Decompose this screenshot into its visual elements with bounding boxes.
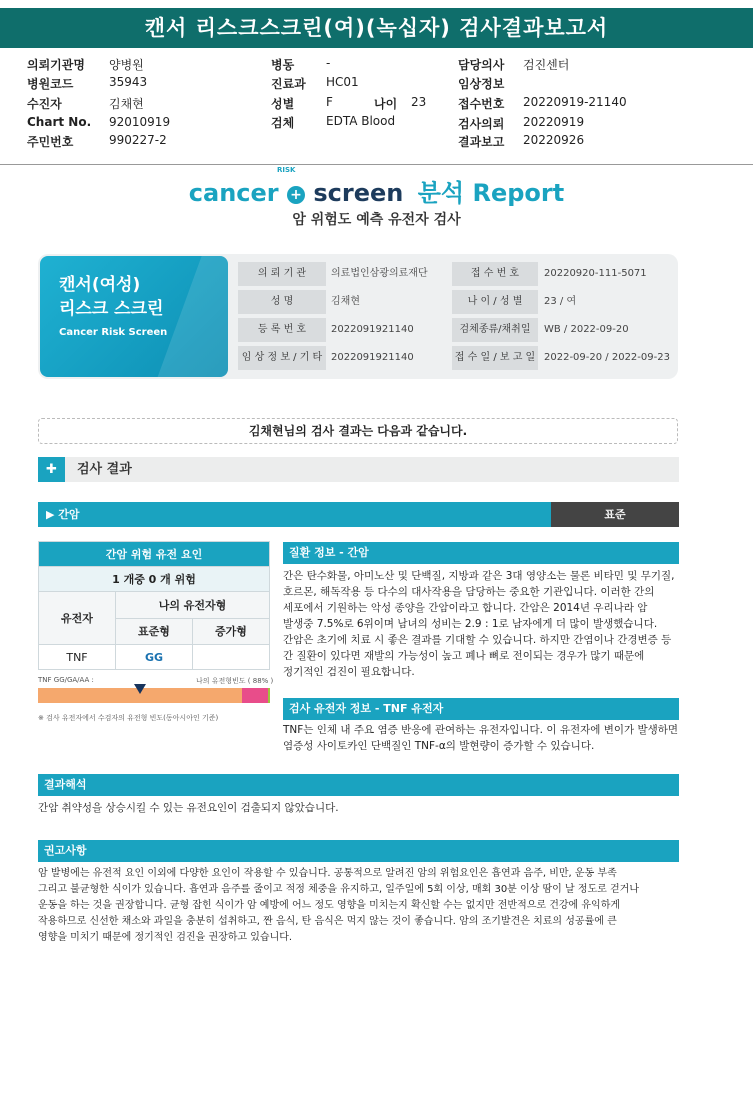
info-label: 임 상 정 보 / 기 타 <box>238 346 326 370</box>
text-line: 발생중 7.5%로 6위이며 남녀의 성비는 2.9 : 1로 남자에게 더 많이 발생했습니다. <box>283 618 658 630</box>
gene-table-summary: 1 개중 0 개 위험 <box>39 567 270 592</box>
recommendation-text <box>38 866 679 946</box>
text-line: 세포에서 기원하는 악성 종양을 간암이라고 합니다. 간암은 2014년 우리나라 암 <box>283 602 648 614</box>
meta-label: 접수번호 <box>458 97 505 111</box>
meta-label: 의뢰기관명 <box>27 58 85 72</box>
meta-value: 990227-2 <box>109 133 167 147</box>
badge-line1: 캔서(여성) <box>59 275 141 295</box>
meta-label: 수진자 <box>27 97 62 111</box>
text-line: 간 질환이 있다면 재발의 가능성이 높고 폐나 뼈로 전이되는 경우가 많기 때문에 <box>283 650 645 662</box>
text-line: 염증성 사이토카인 단백질인 TNF-α의 발현량이 증가할 수 있습니다. <box>283 740 595 752</box>
text-line: 영향을 미치기 때문에 정기적인 검진을 권장하고 있습니다. <box>38 932 293 943</box>
age-value: 23 <box>411 95 427 109</box>
brand-logo <box>0 173 753 208</box>
disease-info-text <box>283 568 683 680</box>
meta-value: 검진센터 <box>523 58 570 72</box>
meta-label: 병동 <box>271 58 295 72</box>
gene-info-text <box>283 722 683 754</box>
gene-header: 유전자 <box>39 592 116 645</box>
text-line: 정기적인 검진이 필요합니다. <box>283 666 415 678</box>
frequency-marker <box>134 684 146 694</box>
frequency-segment-ga <box>242 688 268 703</box>
info-value: 김채현 <box>331 296 360 307</box>
disease-info-title: 질환 정보 - 간암 <box>289 546 369 559</box>
meta-value: - <box>326 56 331 70</box>
info-value: 2022-09-20 / 2022-09-23 <box>544 352 670 363</box>
meta-label: 진료과 <box>271 77 306 91</box>
brand-cancer: cancer <box>188 179 279 207</box>
info-label: 접 수 일 / 보 고 일 <box>452 346 538 370</box>
frequency-value-label: 나의 유전형빈도 ( 88% ) <box>196 677 274 685</box>
section-header <box>38 457 679 482</box>
text-line: 작용하므로 신선한 채소와 과일을 충분히 섭취하고, 짠 음식, 탄 음식은 먹지 않는 것이 좋습니다. 암의 조기발견은 치료의 성공률에 큰 <box>38 916 617 927</box>
increase-genotype <box>193 645 270 670</box>
frequency-note: ※ 검사 유전자에서 수검자의 유전형 빈도(동아시아인 기준) <box>38 714 219 722</box>
meta-label: 성별 <box>271 97 295 111</box>
recommendation-header <box>38 840 679 862</box>
meta-label: 검사의뢰 <box>458 117 505 131</box>
product-badge <box>40 256 228 377</box>
gene-info-header <box>283 698 679 720</box>
info-label: 나 이 / 성 별 <box>452 290 538 314</box>
meta-label: 병원코드 <box>27 77 74 91</box>
text-line: 그리고 불균형한 식이가 있습니다. 흡연과 음주를 줄이고 적정 체중을 유지하고, 일주일에 5회 이상, 매회 30분 이상 땀이 날 정도로 걷거나 <box>38 884 639 895</box>
meta-value: 김채현 <box>109 97 144 111</box>
organ-name: ▶ 간암 <box>46 508 80 521</box>
text-line: TNF는 인체 내 주요 염증 반응에 관여하는 유전자입니다. 이 유전자에 변이가 발생하면 <box>283 724 679 736</box>
interpretation-text: 간암 취약성을 상승시킬 수 있는 유전요인이 검출되지 않았습니다. <box>38 802 339 814</box>
gene-name: TNF <box>39 645 116 670</box>
interpretation-title: 결과해석 <box>44 778 87 791</box>
brand-report: 분석 Report <box>417 179 565 207</box>
meta-value: 20220919 <box>523 115 585 129</box>
meta-label: 주민번호 <box>27 135 74 149</box>
organ-bar <box>38 502 551 527</box>
info-label: 접 수 번 호 <box>452 262 538 286</box>
recommendation-title: 권고사항 <box>44 844 87 857</box>
standard-header: 표준형 <box>116 618 193 645</box>
meta-label: 담당의사 <box>458 58 505 72</box>
info-label: 의 뢰 기 관 <box>238 262 326 286</box>
standard-genotype: GG <box>116 645 193 670</box>
meta-label: 결과보고 <box>458 135 505 149</box>
risk-mark: RISK <box>277 166 296 174</box>
brand-screen: screen <box>313 179 404 207</box>
status-badge: 표준 <box>551 502 679 527</box>
meta-value: 35943 <box>109 75 148 89</box>
info-label: 성 명 <box>238 290 326 314</box>
meta-value: 20220919-21140 <box>523 95 627 109</box>
meta-label: Chart No. <box>27 115 92 129</box>
meta-value: 20220926 <box>523 133 585 147</box>
section-title: 검사 결과 <box>77 462 132 477</box>
info-value: 2022091921140 <box>331 324 414 335</box>
info-value: 23 / 여 <box>544 296 577 307</box>
meta-value: 양병원 <box>109 58 144 72</box>
info-value: 20220920-111-5071 <box>544 268 647 279</box>
info-value: 의료법인삼광의료재단 <box>331 268 428 279</box>
disease-info-header <box>283 542 679 564</box>
increase-header: 증가형 <box>193 618 270 645</box>
badge-title <box>59 273 163 321</box>
text-line: 간은 탄수화물, 아미노산 및 단백질, 지방과 같은 3대 영양소는 물론 비타민 및 무기질, <box>283 570 675 582</box>
text-line: 간암은 초기에 치료 시 좋은 결과를 기대할 수 있습니다. 하지만 간염이나 간경변증 등 <box>283 634 672 646</box>
text-line: 운동을 하는 것을 권장합니다. 균형 잡힌 식이가 암 예방에 어느 정도 영향을 미치는지 확신할 수는 없지만 전반적으로 건강에 유익하게 <box>38 900 621 911</box>
badge-line2: 리스크 스크린 <box>59 299 164 319</box>
report-title: 캔서 리스크스크린(여)(녹십자) 검사결과보고서 <box>0 8 753 48</box>
meta-value: HC01 <box>326 75 359 89</box>
plus-circle-icon: + <box>287 186 305 204</box>
gene-table-title: 간암 위험 유전 요인 <box>39 542 270 567</box>
frequency-label: TNF GG/GA/AA : <box>38 676 94 684</box>
meta-value: F <box>326 95 333 109</box>
badge-english: Cancer Risk Screen <box>59 327 168 338</box>
meta-value: 92010919 <box>109 115 171 129</box>
frequency-bar <box>38 688 270 703</box>
info-label: 등 록 번 호 <box>238 318 326 342</box>
gene-table <box>38 541 270 670</box>
info-value: 2022091921140 <box>331 352 414 363</box>
header-divider <box>0 164 753 165</box>
meta-label: 임상정보 <box>458 77 505 91</box>
text-line: 암 발병에는 유전적 요인 이외에 다양한 요인이 작용할 수 있습니다. 공통적으로 알려진 암의 위험요인은 흡연과 음주, 비만, 운동 부족 <box>38 868 617 879</box>
meta-label: 검체 <box>271 116 295 130</box>
interpretation-header <box>38 774 679 796</box>
my-genotype-header: 나의 유전자형 <box>116 592 270 619</box>
page-subtitle: 암 위험도 예측 유전자 검사 <box>292 212 461 228</box>
info-value: WB / 2022-09-20 <box>544 324 629 335</box>
meta-value: EDTA Blood <box>326 114 396 128</box>
text-line: 호르몬, 해독작용 등 다수의 대사작용을 담당하는 중요한 기관입니다. 이러한 간의 <box>283 586 655 598</box>
frequency-segment-aa <box>268 688 270 703</box>
info-label: 검체종류/채취일 <box>452 318 538 342</box>
age-label: 나이 <box>374 97 398 111</box>
result-notice: 김채현님의 검사 결과는 다음과 같습니다. <box>38 418 678 444</box>
gene-info-title: 검사 유전자 정보 - TNF 유전자 <box>289 702 444 715</box>
medical-kit-icon: ✚ <box>38 457 65 482</box>
